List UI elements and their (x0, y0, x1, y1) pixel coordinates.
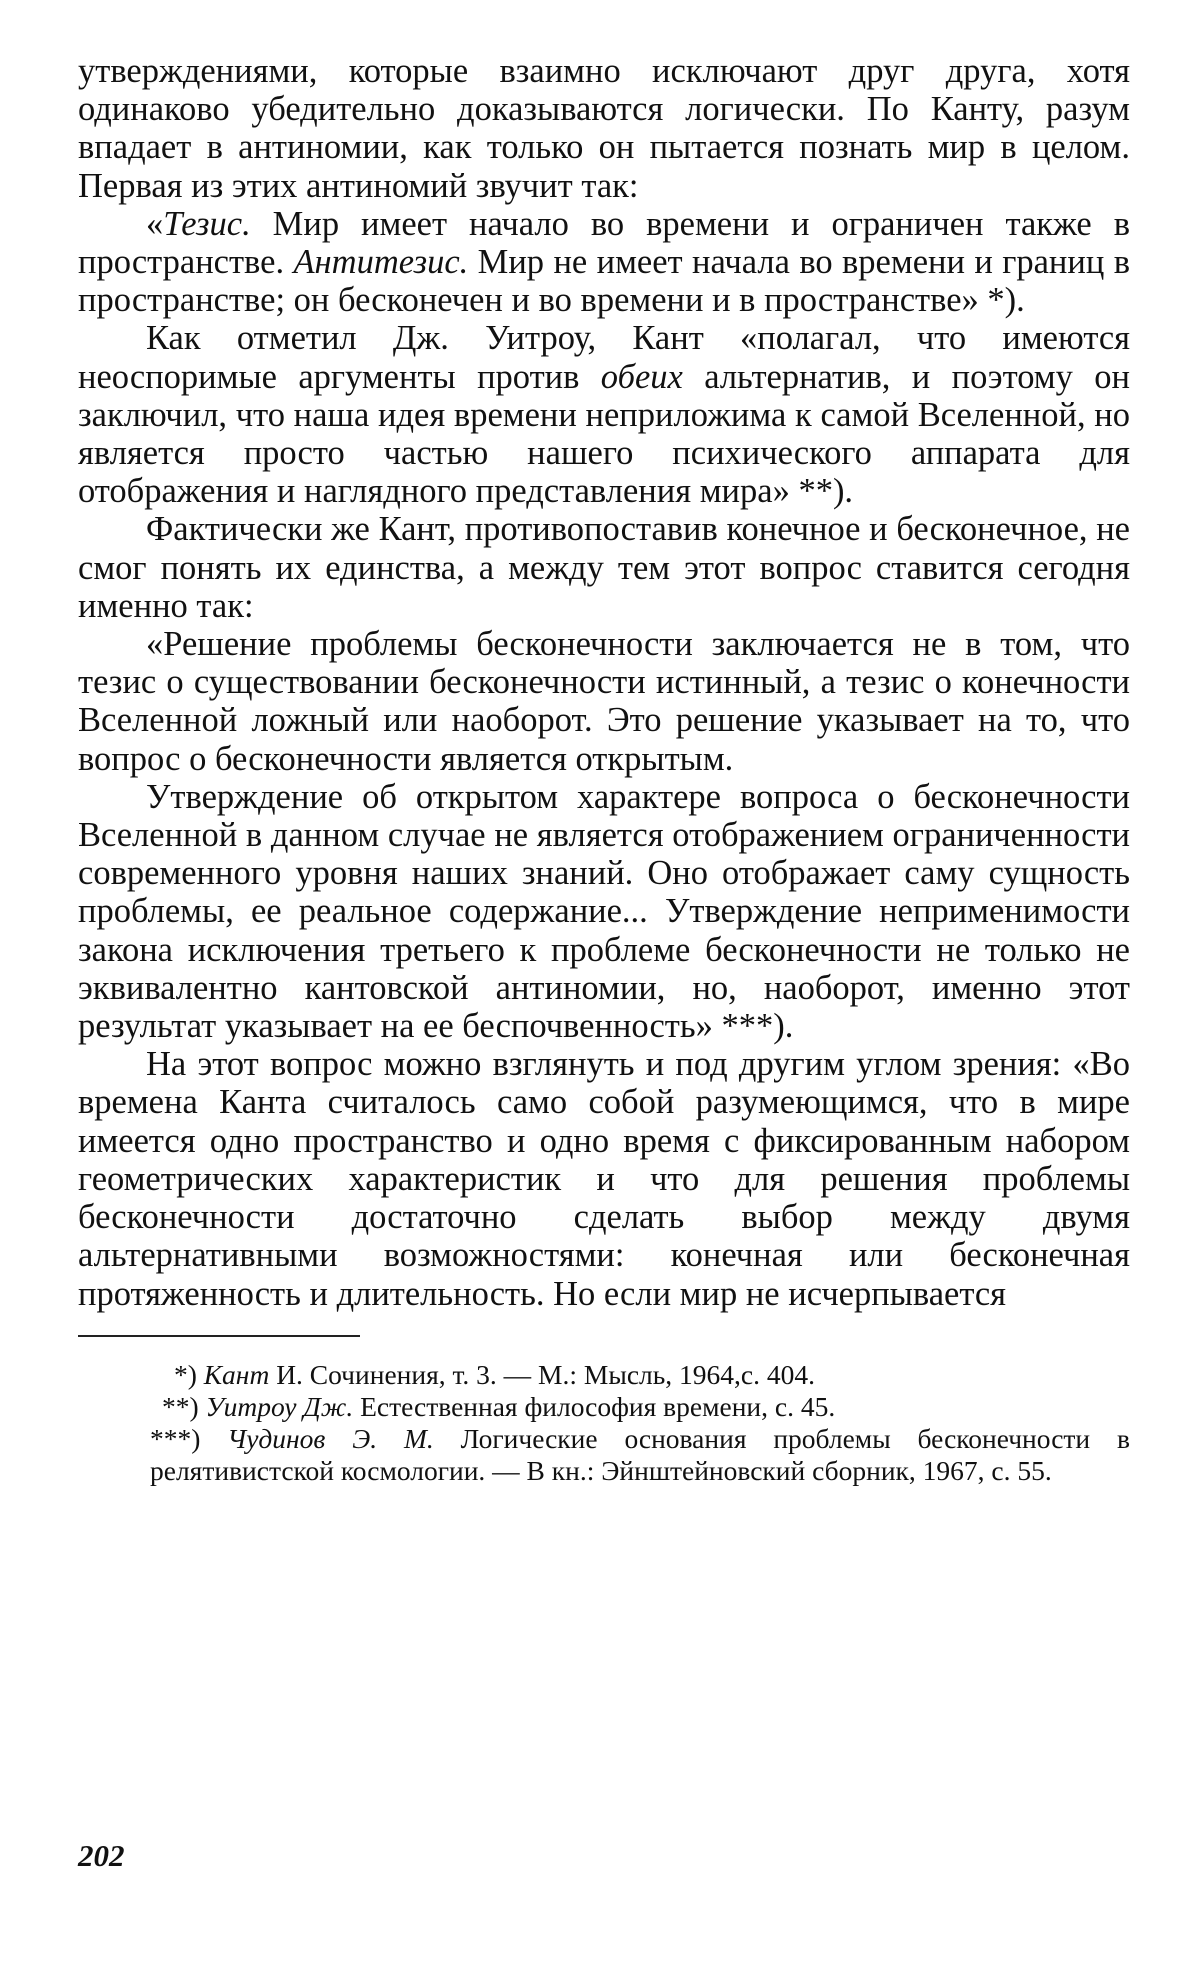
footnote-3 (78, 1423, 1130, 1487)
book-page (78, 52, 1130, 1487)
footnote-2 (78, 1391, 1130, 1423)
paragraph-3 (78, 319, 1130, 510)
footnote-1 (78, 1359, 1130, 1391)
main-text (78, 52, 1130, 1313)
paragraph-5: «Решение проблемы бесконечности заключается не в том, что тезис о существовании бесконечности истинный, а тезис о конечности Вселенной ложный или наоборот. Это решение указывает на то, что вопрос о бесконечности является открытым. (78, 625, 1130, 778)
footnote-marker: ***) (150, 1422, 201, 1454)
footnote-author: Уитроу Дж. (205, 1390, 354, 1422)
footnote-divider (78, 1335, 360, 1337)
text-run: « (146, 204, 164, 243)
footnote-text: И. Сочинения, т. 3. — М.: Мысль, 1964,с. 404. (269, 1358, 816, 1390)
text-run: Мир имеет начало во времени и ограничен также в пространстве. (78, 204, 1130, 282)
footnote-text: Логические основания проблемы бесконечности в релятивистской космологии. — В кн.: Эйнштейновский сборник, 1967, с. 55. (150, 1422, 1131, 1486)
italic-word: обеих (600, 357, 683, 396)
page-number: 202 (78, 1838, 125, 1873)
paragraph-7: На этот вопрос можно взглянуть и под другим углом зрения: «Во времена Канта считалось само собой разумеющимся, что в мире имеется одно пространство и одно время с фиксированным набором геометрических характеристик и что для решения проблемы бесконечности достаточно сделать выбор между двумя альтернативными возможностями: конечная или бесконечная протяженность и длительность. Но если мир не исчерпывается (78, 1045, 1130, 1313)
footnote-text: Естественная философия времени, с. 45. (353, 1390, 836, 1422)
footnote-marker: *) (174, 1358, 197, 1390)
paragraph-4: Фактически же Кант, противопоставив конечное и бесконечное, не смог понять их единства, а между тем этот вопрос ставится сегодня именно так: (78, 510, 1130, 625)
text-run: Мир не имеет начала во времени и границ в пространстве; он бесконечен и во времени и в пространстве» *). (78, 243, 1130, 320)
text-run: альтернатив, и поэтому он заключил, что наша идея времени неприложима к самой Вселенной, но является просто частью нашего психического аппарата для отображения и наглядного представления мира» **). (78, 357, 1130, 511)
footnotes (78, 1359, 1130, 1487)
paragraph-6: Утверждение об открытом характере вопроса о бесконечности Вселенной в данном случае не является отображением ограниченности современного уровня наших знаний. Оно отображает саму сущность проблемы, ее реальное содержание... Утверждение неприменимости закона исключения третьего к проблеме бесконечности не только не эквивалентно кантовской антиномии, но, наоборот, именно этот результат указывает на ее беспочвенность» ***). (78, 777, 1130, 1046)
paragraph-2 (78, 205, 1130, 320)
paragraph-1: утверждениями, которые взаимно исключают друг друга, хотя одинаково убедительно доказываются логически. По Канту, разум впадает в антиномии, как только он пытается познать мир в целом. Первая из этих антиномий звучит так: (78, 52, 1130, 205)
footnote-author: Чудинов Э. М. (227, 1422, 434, 1454)
footnote-marker: **) (162, 1390, 199, 1422)
footnote-author: Кант (203, 1358, 270, 1390)
text-run: Как отметил Дж. Уитроу, Кант «полагал, что имеются неоспоримые аргументы против (78, 319, 1130, 396)
italic-term-antithesis: Антитезис. (293, 243, 469, 282)
italic-term-thesis: Тезис. (163, 204, 251, 243)
